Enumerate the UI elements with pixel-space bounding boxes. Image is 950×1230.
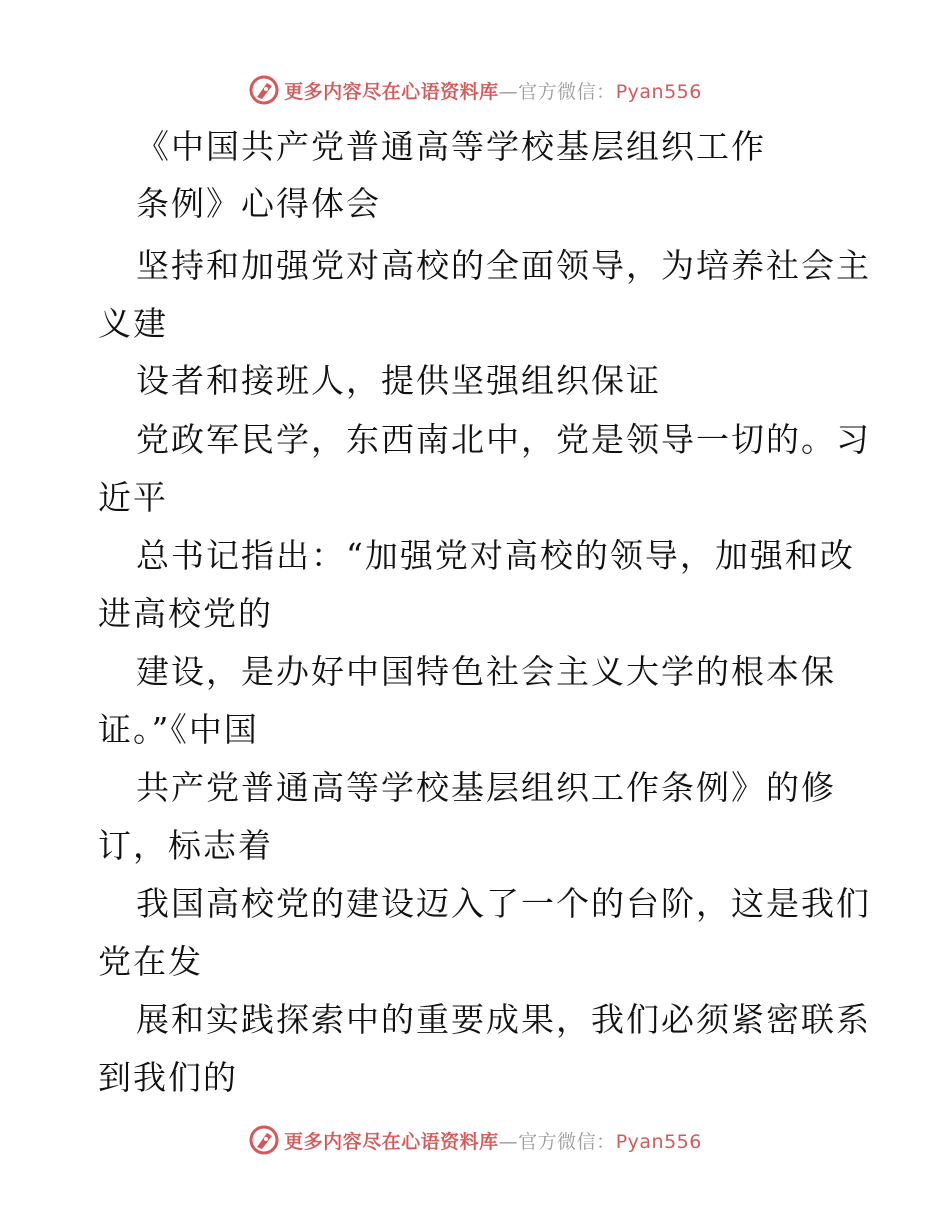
text-line: 订，标志着 bbox=[98, 826, 273, 865]
banner-title: 更多内容尽在心语资料库 bbox=[284, 80, 499, 103]
text-line: 设者和接班人，提供坚强组织保证 bbox=[136, 361, 661, 400]
banner-separator: —官方微信： bbox=[498, 1130, 616, 1153]
text-line: 义建 bbox=[98, 304, 168, 343]
text-line: 总书记指出：“加强党对高校的领导，加强和改 bbox=[136, 536, 855, 575]
pen-nib-logo-icon bbox=[248, 74, 280, 106]
text-line: 坚持和加强党对高校的全面领导，为培养社会主 bbox=[136, 246, 871, 285]
text-line: 党在发 bbox=[98, 942, 203, 981]
banner-title: 更多内容尽在心语资料库 bbox=[284, 1130, 499, 1153]
footer-banner bbox=[0, 1120, 950, 1160]
text-line: 近平 bbox=[98, 478, 168, 517]
text-line: 到我们的 bbox=[98, 1058, 238, 1097]
text-line: 党政军民学，东西南北中，党是领导一切的。习 bbox=[136, 420, 871, 459]
text-line: 证。”《中国 bbox=[98, 710, 259, 749]
banner-wechat-id: Pyan556 bbox=[615, 1130, 702, 1153]
text-line: 《中国共产党普通高等学校基层组织工作 bbox=[136, 127, 766, 166]
header-banner bbox=[0, 70, 950, 110]
text-line: 进高校党的 bbox=[98, 594, 273, 633]
text-line: 我国高校党的建设迈入了一个的台阶，这是我们 bbox=[136, 884, 871, 923]
text-line: 共产党普通高等学校基层组织工作条例》的修 bbox=[136, 768, 836, 807]
banner-wechat-id: Pyan556 bbox=[615, 80, 702, 103]
pen-nib-logo-icon bbox=[248, 1124, 280, 1156]
banner-text bbox=[284, 1127, 702, 1154]
text-line: 条例》心得体会 bbox=[136, 184, 381, 223]
text-line: 展和实践探索中的重要成果，我们必须紧密联系 bbox=[136, 1000, 871, 1039]
banner-text bbox=[284, 77, 702, 104]
banner-separator: —官方微信： bbox=[498, 80, 616, 103]
text-line: 建设，是办好中国特色社会主义大学的根本保 bbox=[136, 652, 836, 691]
